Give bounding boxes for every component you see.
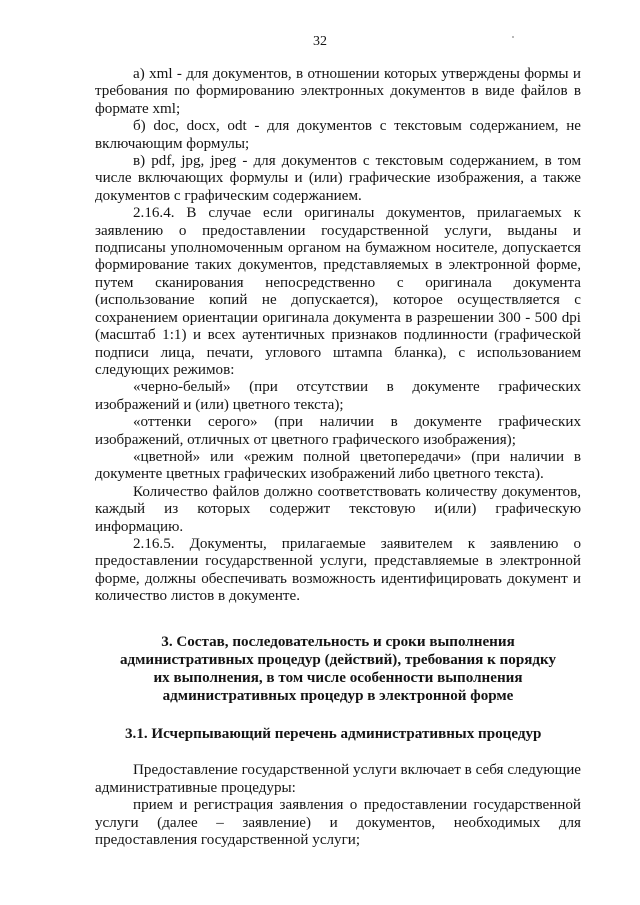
paragraph-doc-format: б) doc, docx, odt - для документов с текстовым содержанием, не включающим формулы;	[95, 118, 581, 152]
paragraph-2-16-4: 2.16.4. В случае если оригиналы документов, прилагаемых к заявлению о предоставлении государственной услуги, выданы и подписаны уполномоченным органом на бумажном носителе, допускается формирование таких документов, представляемых в электронной форме, путем сканирования непосредственно с оригинала документа (использование копий не допускается), которое осуществляется с сохранением ориентации оригинала документа в разрешении 300 - 500 dpi (масштаб 1:1) и всех аутентичных признаков подлинности (графической подписи лица, печати, углового штампа бланка), с использованием следующих режимов:	[95, 205, 581, 378]
section-3-heading-line: административных процедур в электронной форме	[162, 688, 514, 705]
paragraph-procedures-intro: Предоставление государственной услуги включает в себя следующие административные процедуры:	[95, 762, 581, 796]
paragraph-xml-format: а) xml - для документов, в отношении которых утверждены формы и требования по формированию электронных документов в виде файлов в формате xml;	[95, 66, 581, 117]
section-3-heading-line: административных процедур (действий), требования к порядку	[119, 651, 557, 668]
paragraph-mode-color: «цветной» или «режим полной цветопередачи» (при наличии в документе цветных графических изображений либо цветного текста).	[95, 448, 581, 483]
paragraph-pdf-format: в) pdf, jpg, jpeg - для документов с текстовым содержанием, в том числе включающих формулы и (или) графические изображения, а также документов с графическим содержанием.	[95, 153, 581, 204]
paragraph-file-count: Количество файлов должно соответствовать количеству документов, каждый из которых содержит текстовую и(или) графическую информацию.	[95, 483, 581, 535]
paragraph-procedure-reception: прием и регистрация заявления о предоставлении государственной услуги (далее – заявление) и документов, необходимых для предоставления государственной услуги;	[95, 797, 581, 849]
page-number: 32	[313, 34, 327, 49]
paragraph-2-16-5: 2.16.5. Документы, прилагаемые заявителем к заявлению о предоставлении государственной услуги, представляемые в электронной форме, должны обеспечивать возможность идентифицировать документ и количество листов в документе.	[95, 535, 581, 605]
paragraph-mode-grayscale: «оттенки серого» (при наличии в документе графических изображений, отличных от цветного графического изображения);	[95, 414, 581, 448]
section-3-heading	[95, 633, 581, 706]
section-3-heading-line: 3. Состав, последовательность и сроки выполнения	[161, 633, 515, 650]
scan-speck	[512, 36, 514, 38]
document-body	[95, 66, 581, 849]
subsection-3-1-heading: 3.1. Исчерпывающий перечень административных процедур	[125, 726, 542, 743]
section-3-heading-line: их выполнения, в том числе особенности выполнения	[153, 670, 523, 686]
paragraph-mode-bw: «черно-белый» (при отсутствии в документе графических изображений и (или) цветного текста);	[95, 379, 581, 413]
